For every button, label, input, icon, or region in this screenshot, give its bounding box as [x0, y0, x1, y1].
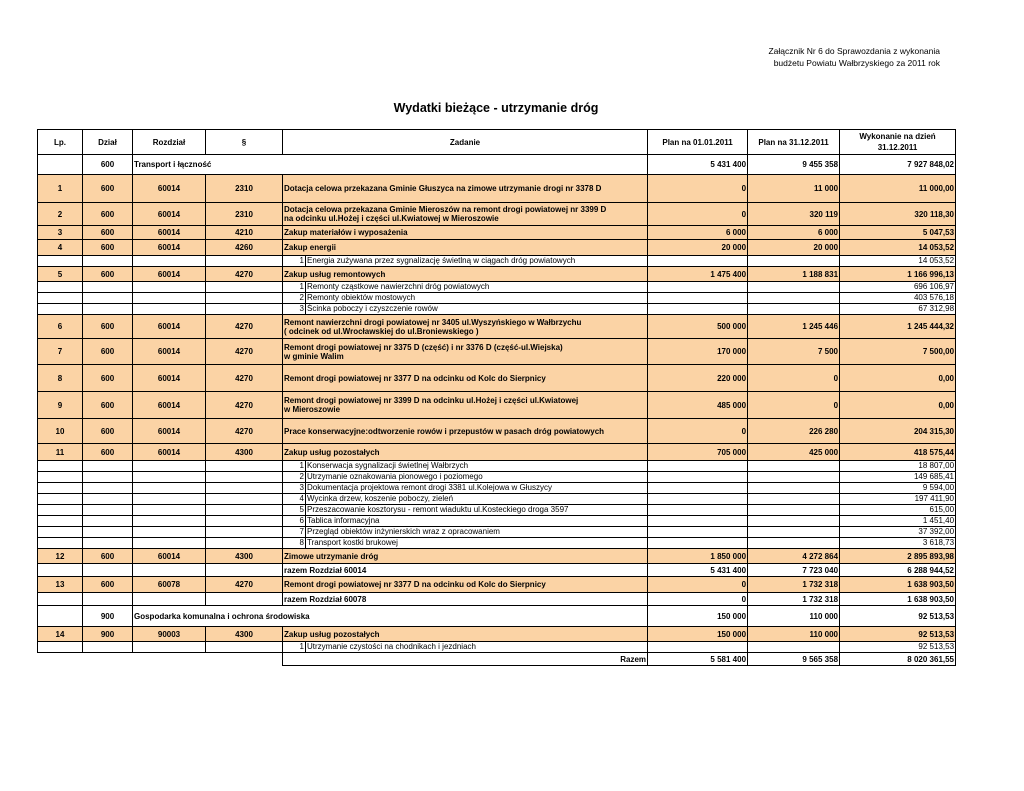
list-item [38, 505, 956, 516]
cell-zadanie [283, 203, 648, 226]
cell-par: 4210 [206, 226, 283, 240]
cell-lp: 12 [38, 549, 83, 564]
cell-rozdzial: 60014 [133, 419, 206, 444]
cell-wyk: 14 053,52 [840, 240, 956, 256]
cell-wyk: 204 315,30 [840, 419, 956, 444]
list-item [38, 516, 956, 527]
page-title: Wydatki bieżące - utrzymanie dróg [393, 101, 599, 115]
cell-plan2: 4 272 864 [748, 549, 840, 564]
sub-wyk: 1 451,40 [840, 516, 956, 527]
cell-rozdzial: 60014 [133, 203, 206, 226]
cell-dzial: 600 [83, 203, 133, 226]
cell-zadanie: Prace konserwacyjne:odtworzenie rowów i przepustów w pasach dróg powiatowych [283, 419, 648, 444]
cell-wyk: 1 166 996,13 [840, 267, 956, 282]
cell-plan1: 20 000 [648, 240, 748, 256]
sub-wyk: 149 685,41 [840, 472, 956, 483]
cell-plan1: 1 850 000 [648, 549, 748, 564]
subtotal-plan1: 5 431 400 [648, 564, 748, 577]
sub-nr: 3 [283, 483, 306, 494]
cell-dzial: 600 [83, 175, 133, 203]
cell-zadanie-line2: na odcinku ul.Hożej i części ul.Kwiatowej w Mieroszowie [284, 214, 499, 223]
table-row [38, 627, 956, 642]
cell-zadanie-line1: Remont nawierzchni drogi powiatowej nr 3405 ul.Wyszyńskiego w Wałbrzychu [284, 317, 582, 327]
cell-wyk: 1 245 444,32 [840, 315, 956, 339]
subtotal-plan2: 7 723 040 [748, 564, 840, 577]
subtotal-plan2: 1 732 318 [748, 593, 840, 606]
cell-dzial: 600 [83, 315, 133, 339]
sub-text: Remonty obiektów mostowych [306, 293, 648, 304]
col-plan2: Plan na 31.12.2011 [748, 130, 840, 155]
cell-wyk: 11 000,00 [840, 175, 956, 203]
cell-dzial: 600 [83, 226, 133, 240]
subtotal-row-60014 [38, 564, 956, 577]
sub-nr: 6 [283, 516, 306, 527]
section-wyk: 92 513,53 [840, 606, 956, 627]
cell-zadanie: Remont drogi powiatowej nr 3377 D na odcinku od Kolc do Sierpnicy [283, 365, 648, 392]
cell-lp: 4 [38, 240, 83, 256]
cell-par: 4270 [206, 577, 283, 593]
sub-text: Dokumentacja projektowa remont drogi 3381 ul.Kolejowa w Głuszycy [306, 483, 648, 494]
sub-nr: 7 [283, 527, 306, 538]
cell-zadanie-line2: w gminie Walim [284, 351, 344, 361]
cell-plan1: 0 [648, 577, 748, 593]
list-item [38, 461, 956, 472]
cell-zadanie-line1: Remont drogi powiatowej nr 3399 D na odcinku ul.Hożej i części ul.Kwiatowej [284, 396, 579, 405]
sub-wyk: 18 807,00 [840, 461, 956, 472]
cell-par: 4270 [206, 419, 283, 444]
sub-text: Ścinka poboczy i czyszczenie rowów [306, 304, 648, 315]
sub-text: Transport kostki brukowej [306, 538, 648, 549]
sub-wyk: 696 106,97 [840, 282, 956, 293]
cell-plan1: 170 000 [648, 339, 748, 365]
cell-dzial: 600 [83, 577, 133, 593]
subtotal-label: razem Rozdział 60078 [283, 593, 648, 606]
table-row [38, 203, 956, 226]
table-row [38, 240, 956, 256]
cell-dzial: 600 [83, 549, 133, 564]
cell-lp: 11 [38, 444, 83, 461]
section-plan2: 9 455 358 [748, 155, 840, 175]
cell-par: 4260 [206, 240, 283, 256]
cell-plan1: 705 000 [648, 444, 748, 461]
table-row [38, 267, 956, 282]
sub-text: Przegląd obiektów inżynierskich wraz z opracowaniem [306, 527, 648, 538]
col-dzial: Dział [83, 130, 133, 155]
cell-wyk: 7 500,00 [840, 339, 956, 365]
cell-rozdzial: 60014 [133, 365, 206, 392]
cell-zadanie [283, 392, 648, 419]
cell-zadanie: Zakup usług remontowych [283, 267, 648, 282]
cell-wyk: 2 895 893,98 [840, 549, 956, 564]
list-item [38, 527, 956, 538]
cell-zadanie: Zakup usług pozostałych [283, 444, 648, 461]
cell-zadanie-line2: ( odcinek od ul.Wrocławskiej do ul.Broniewskiego ) [284, 326, 479, 336]
cell-zadanie [283, 339, 648, 365]
section-plan2: 110 000 [748, 606, 840, 627]
cell-plan2: 0 [748, 365, 840, 392]
sub-text: Wycinka drzew, koszenie poboczy, zieleń [306, 494, 648, 505]
cell-par: 2310 [206, 203, 283, 226]
cell-rozdzial: 60078 [133, 577, 206, 593]
sub-text: Utrzymanie czystości na chodnikach i jezdniach [306, 642, 648, 653]
cell-zadanie-line1: Remont drogi powiatowej nr 3375 D (część) i nr 3376 D (część-ul.Wiejska) [284, 342, 563, 352]
table-row [38, 419, 956, 444]
cell-wyk: 418 575,44 [840, 444, 956, 461]
cell-plan2: 20 000 [748, 240, 840, 256]
table-row [38, 226, 956, 240]
cell-par: 4270 [206, 392, 283, 419]
list-item [38, 483, 956, 494]
cell-plan1: 0 [648, 203, 748, 226]
header-note-line1: Załącznik Nr 6 do Sprawozdania z wykonania [768, 46, 940, 56]
subtotal-wyk: 1 638 903,50 [840, 593, 956, 606]
total-label: Razem [283, 653, 648, 666]
cell-plan2: 226 280 [748, 419, 840, 444]
subtotal-plan1: 0 [648, 593, 748, 606]
sub-wyk: 197 411,90 [840, 494, 956, 505]
cell-zadanie: Zakup usług pozostałych [283, 627, 648, 642]
col-plan1: Plan na 01.01.2011 [648, 130, 748, 155]
subtotal-label: razem Rozdział 60014 [283, 564, 648, 577]
sub-nr: 4 [283, 494, 306, 505]
cell-zadanie: Zakup energii [283, 240, 648, 256]
sub-wyk: 3 618,73 [840, 538, 956, 549]
section-plan1: 5 431 400 [648, 155, 748, 175]
cell-rozdzial: 60014 [133, 175, 206, 203]
cell-zadanie-line2: w Mieroszowie [284, 405, 341, 414]
header-note [768, 45, 940, 69]
table-header-row [38, 130, 956, 155]
cell-wyk: 1 638 903,50 [840, 577, 956, 593]
cell-wyk: 5 047,53 [840, 226, 956, 240]
list-item [38, 642, 956, 653]
cell-plan1: 0 [648, 175, 748, 203]
cell-plan2: 11 000 [748, 175, 840, 203]
table-row [38, 339, 956, 365]
list-item [38, 494, 956, 505]
cell-rozdzial: 60014 [133, 392, 206, 419]
cell-plan2: 1 245 446 [748, 315, 840, 339]
sub-nr: 1 [283, 256, 306, 267]
sub-nr: 5 [283, 505, 306, 516]
sub-wyk: 67 312,98 [840, 304, 956, 315]
sub-nr: 8 [283, 538, 306, 549]
sub-text: Remonty cząstkowe nawierzchni dróg powiatowych [306, 282, 648, 293]
table-row [38, 577, 956, 593]
cell-par: 4300 [206, 627, 283, 642]
cell-plan2: 320 119 [748, 203, 840, 226]
cell-rozdzial: 90003 [133, 627, 206, 642]
sub-wyk: 37 392,00 [840, 527, 956, 538]
section-plan1: 150 000 [648, 606, 748, 627]
cell-zadanie-line1: Dotacja celowa przekazana Gminie Mieroszów na remont drogi powiatowej nr 3399 D [284, 205, 607, 214]
cell-plan1: 6 000 [648, 226, 748, 240]
table-row [38, 175, 956, 203]
list-item [38, 472, 956, 483]
table-row [38, 444, 956, 461]
col-rozdzial: Rozdział [133, 130, 206, 155]
list-item [38, 304, 956, 315]
cell-plan2: 6 000 [748, 226, 840, 240]
cell-lp: 6 [38, 315, 83, 339]
cell-lp: 7 [38, 339, 83, 365]
cell-plan1: 500 000 [648, 315, 748, 339]
sub-text: Utrzymanie oznakowania pionowego i poziomego [306, 472, 648, 483]
cell-par: 4270 [206, 315, 283, 339]
cell-plan2: 1 732 318 [748, 577, 840, 593]
sub-wyk: 92 513,53 [840, 642, 956, 653]
sub-text: Konserwacja sygnalizacji świetlnej Wałbrzych [306, 461, 648, 472]
cell-lp: 3 [38, 226, 83, 240]
cell-lp: 8 [38, 365, 83, 392]
sub-text: Tablica informacyjna [306, 516, 648, 527]
cell-lp: 1 [38, 175, 83, 203]
cell-dzial: 600 [83, 240, 133, 256]
cell-plan1: 1 475 400 [648, 267, 748, 282]
cell-dzial: 600 [83, 392, 133, 419]
col-lp: Lp. [38, 130, 83, 155]
header-note-line2: budżetu Powiatu Wałbrzyskiego za 2011 rok [773, 58, 940, 68]
cell-plan1: 220 000 [648, 365, 748, 392]
section-dzial: 900 [83, 606, 133, 627]
cell-plan2: 1 188 831 [748, 267, 840, 282]
cell-plan1: 485 000 [648, 392, 748, 419]
sub-wyk: 403 576,18 [840, 293, 956, 304]
cell-zadanie: Zakup materiałów i wyposażenia [283, 226, 648, 240]
cell-rozdzial: 60014 [133, 549, 206, 564]
total-wyk: 8 020 361,55 [840, 653, 956, 666]
cell-rozdzial: 60014 [133, 267, 206, 282]
cell-wyk: 92 513,53 [840, 627, 956, 642]
cell-par: 4300 [206, 549, 283, 564]
sub-nr: 1 [283, 642, 306, 653]
cell-lp: 9 [38, 392, 83, 419]
list-item [38, 256, 956, 267]
cell-lp: 10 [38, 419, 83, 444]
total-plan1: 5 581 400 [648, 653, 748, 666]
cell-plan1: 0 [648, 419, 748, 444]
section-wyk: 7 927 848,02 [840, 155, 956, 175]
cell-par: 4270 [206, 339, 283, 365]
grand-total-row [38, 653, 956, 666]
cell-rozdzial: 60014 [133, 339, 206, 365]
cell-dzial: 600 [83, 365, 133, 392]
cell-lp: 2 [38, 203, 83, 226]
subtotal-row-60078 [38, 593, 956, 606]
cell-zadanie: Remont drogi powiatowej nr 3377 D na odcinku od Kolc do Sierpnicy [283, 577, 648, 593]
expenses-table [37, 129, 956, 666]
sub-wyk: 9 594,00 [840, 483, 956, 494]
table-row [38, 365, 956, 392]
section-dzial: 600 [83, 155, 133, 175]
sub-wyk: 615,00 [840, 505, 956, 516]
total-plan2: 9 565 358 [748, 653, 840, 666]
sub-nr: 2 [283, 293, 306, 304]
section-name: Gospodarka komunalna i ochrona środowiska [133, 606, 648, 627]
cell-rozdzial: 60014 [133, 226, 206, 240]
subtotal-wyk: 6 288 944,52 [840, 564, 956, 577]
cell-plan2: 110 000 [748, 627, 840, 642]
list-item [38, 293, 956, 304]
cell-par: 4270 [206, 365, 283, 392]
cell-par: 4270 [206, 267, 283, 282]
cell-lp: 14 [38, 627, 83, 642]
cell-dzial: 600 [83, 419, 133, 444]
list-item [38, 538, 956, 549]
cell-rozdzial: 60014 [133, 315, 206, 339]
section-row-900 [38, 606, 956, 627]
cell-plan2: 425 000 [748, 444, 840, 461]
sub-nr: 3 [283, 304, 306, 315]
table-row [38, 549, 956, 564]
sub-nr: 1 [283, 461, 306, 472]
cell-dzial: 600 [83, 339, 133, 365]
col-zadanie: Zadanie [283, 130, 648, 155]
cell-zadanie: Dotacja celowa przekazana Gminie Głuszyca na zimowe utrzymanie drogi nr 3378 D [283, 175, 648, 203]
cell-wyk: 320 118,30 [840, 203, 956, 226]
cell-plan2: 0 [748, 392, 840, 419]
cell-rozdzial: 60014 [133, 444, 206, 461]
table-row [38, 315, 956, 339]
section-row-600 [38, 155, 956, 175]
cell-par: 4300 [206, 444, 283, 461]
sub-nr: 1 [283, 282, 306, 293]
sub-text: Energia zużywana przez sygnalizację świetlną w ciągach dróg powiatowych [306, 256, 648, 267]
cell-wyk: 0,00 [840, 392, 956, 419]
cell-lp: 13 [38, 577, 83, 593]
cell-dzial: 900 [83, 627, 133, 642]
cell-wyk: 0,00 [840, 365, 956, 392]
list-item [38, 282, 956, 293]
col-paragraph: § [206, 130, 283, 155]
sub-text: Przeszacowanie kosztorysu - remont wiaduktu ul.Kosteckiego droga 3597 [306, 505, 648, 516]
cell-rozdzial: 60014 [133, 240, 206, 256]
cell-lp: 5 [38, 267, 83, 282]
cell-plan1: 150 000 [648, 627, 748, 642]
section-name: Transport i łączność [133, 155, 648, 175]
cell-dzial: 600 [83, 267, 133, 282]
col-wyk: Wykonanie na dzień 31.12.2011 [840, 130, 956, 155]
sub-nr: 2 [283, 472, 306, 483]
cell-zadanie [283, 315, 648, 339]
cell-zadanie: Zimowe utrzymanie dróg [283, 549, 648, 564]
sub-wyk: 14 053,52 [840, 256, 956, 267]
table-row [38, 392, 956, 419]
cell-dzial: 600 [83, 444, 133, 461]
cell-plan2: 7 500 [748, 339, 840, 365]
cell-par: 2310 [206, 175, 283, 203]
